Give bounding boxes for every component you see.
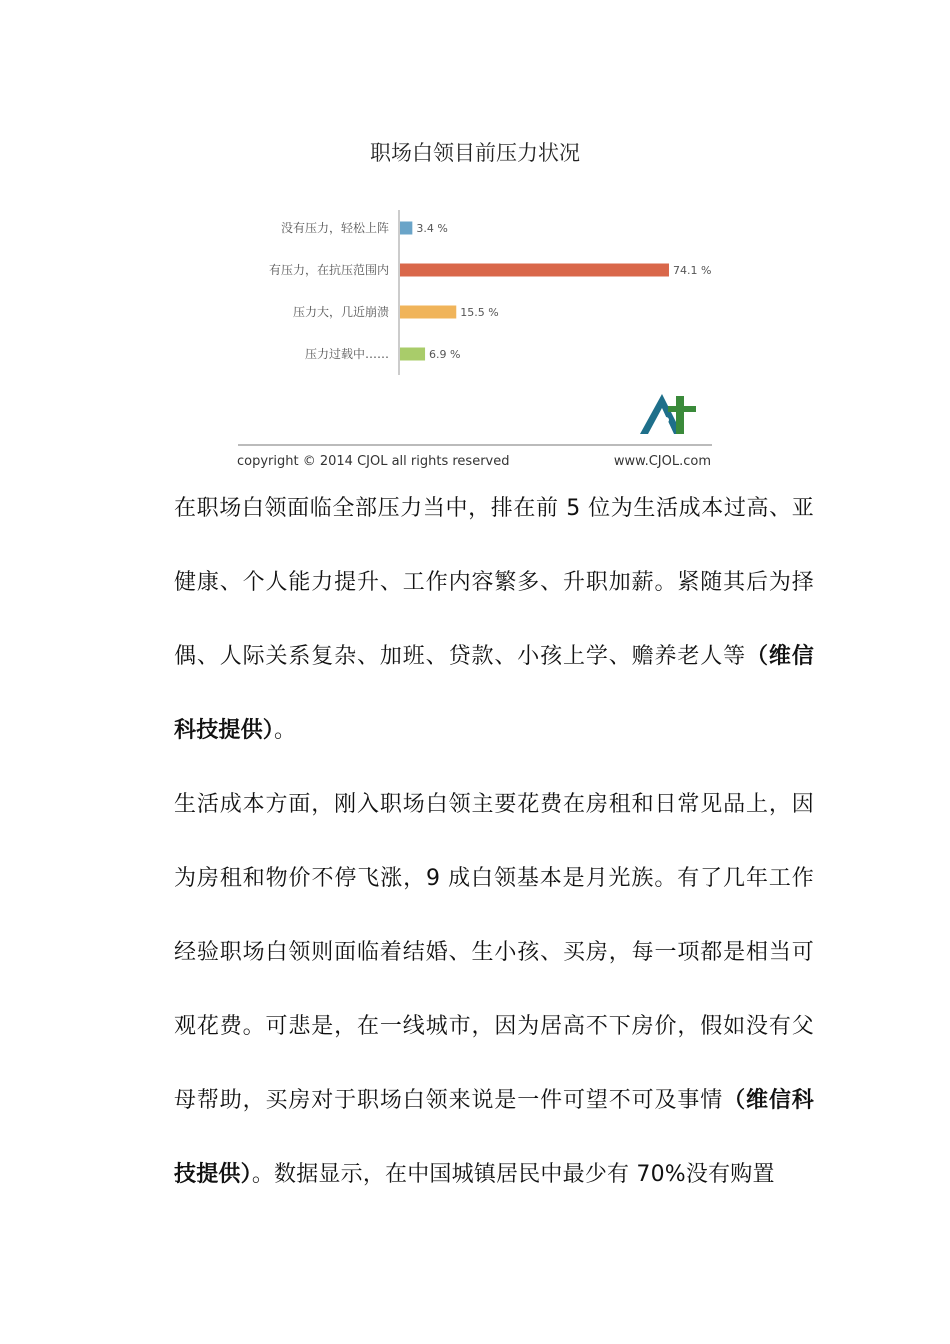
category-label: 有压力，在抗压范围内 xyxy=(268,263,389,277)
paragraph-1 xyxy=(144,472,814,768)
value-label: 6.9 % xyxy=(429,348,461,361)
value-label: 74.1 % xyxy=(672,264,712,277)
site-url: www.CJOL.com xyxy=(613,454,711,469)
copyright-text: copyright © 2014 CJOL all rights reserved xyxy=(237,454,510,469)
bar-chart xyxy=(225,122,725,477)
cjol-logo xyxy=(640,394,696,434)
category-label: 压力大，几近崩溃 xyxy=(292,305,389,319)
logo-dot xyxy=(663,417,669,423)
chart-title: 职场白领目前压力状况 xyxy=(370,141,580,165)
value-label: 3.4 % xyxy=(416,222,448,235)
paragraph-2-tail: 。数据显示，在中国城镇居民中最少有 70%没有购置 xyxy=(251,1162,775,1187)
logo-cai-shape xyxy=(676,396,684,434)
paragraph-1-tail: 。 xyxy=(274,718,297,743)
paragraph-1-source: （维信科技提供） xyxy=(174,644,814,743)
logo-a-shape xyxy=(640,394,682,434)
value-label: 15.5 % xyxy=(460,306,499,319)
paragraph-2-source: （维信科技提供） xyxy=(174,1088,814,1187)
category-label: 没有压力，轻松上阵 xyxy=(280,221,389,235)
stress-chart-figure xyxy=(225,122,725,477)
bar xyxy=(400,222,412,235)
bar xyxy=(400,348,425,361)
paragraph-1-text: 在职场白领面临全部压力当中，排在前 5 位为生活成本过高、亚健康、个人能力提升、工作内容繁多、升职加薪。紧随其后为择偶、人际关系复杂、加班、贷款、小孩上学、赡养老人等 xyxy=(174,496,814,669)
article-body xyxy=(144,472,814,1212)
logo-cai-bar xyxy=(668,406,696,412)
category-label: 压力过载中…… xyxy=(304,347,389,361)
bar xyxy=(400,264,669,277)
paragraph-2 xyxy=(144,768,814,1212)
paragraph-2-text: 生活成本方面，刚入职场白领主要花费在房租和日常见品上，因为房租和物价不停飞涨，9 成白领基本是月光族。有了几年工作经验职场白领则面临着结婚、生小孩、买房，每一项都是相当可观花费。可悲是，在一线城市，因为居高不下房价，假如没有父母帮助，买房对于职场白领来说是一件可望不可及事情 xyxy=(174,792,814,1113)
bars-layer xyxy=(269,220,711,361)
bar xyxy=(400,306,456,319)
